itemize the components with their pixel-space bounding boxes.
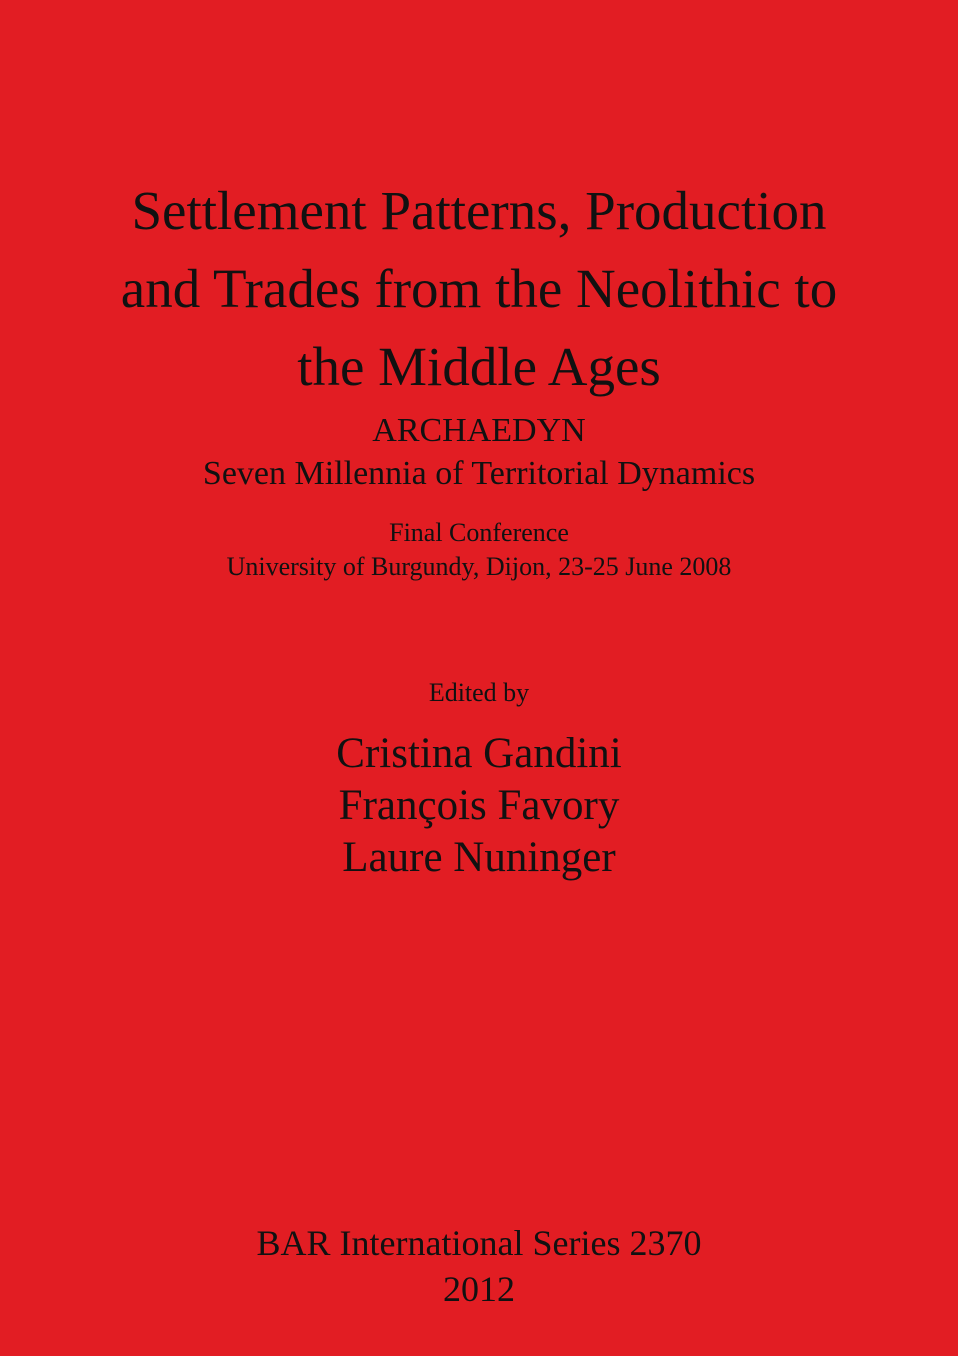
conference-details: University of Burgundy, Dijon, 23-25 June 2008 — [226, 552, 732, 581]
publication-year: 2012 — [443, 1269, 515, 1309]
conference-info — [0, 516, 958, 584]
edited-by-label: Edited by — [428, 678, 530, 707]
editor-name: François Favory — [338, 782, 620, 829]
program-heading — [0, 409, 958, 495]
program-name: ARCHAEDYN — [372, 412, 586, 449]
publication-info — [0, 1220, 958, 1312]
program-subtitle: Seven Millennia of Territorial Dynamics — [202, 455, 756, 492]
series-number: BAR International Series 2370 — [256, 1223, 702, 1263]
editors-list — [0, 728, 958, 884]
title-line-1: Settlement Patterns, Production — [131, 180, 827, 241]
book-title — [0, 172, 958, 406]
editor-name: Laure Nuninger — [342, 834, 616, 881]
conference-name: Final Conference — [389, 518, 569, 547]
title-line-2: and Trades from the Neolithic to — [120, 258, 838, 319]
title-line-3: the Middle Ages — [297, 336, 661, 397]
editor-name: Cristina Gandini — [336, 730, 622, 777]
